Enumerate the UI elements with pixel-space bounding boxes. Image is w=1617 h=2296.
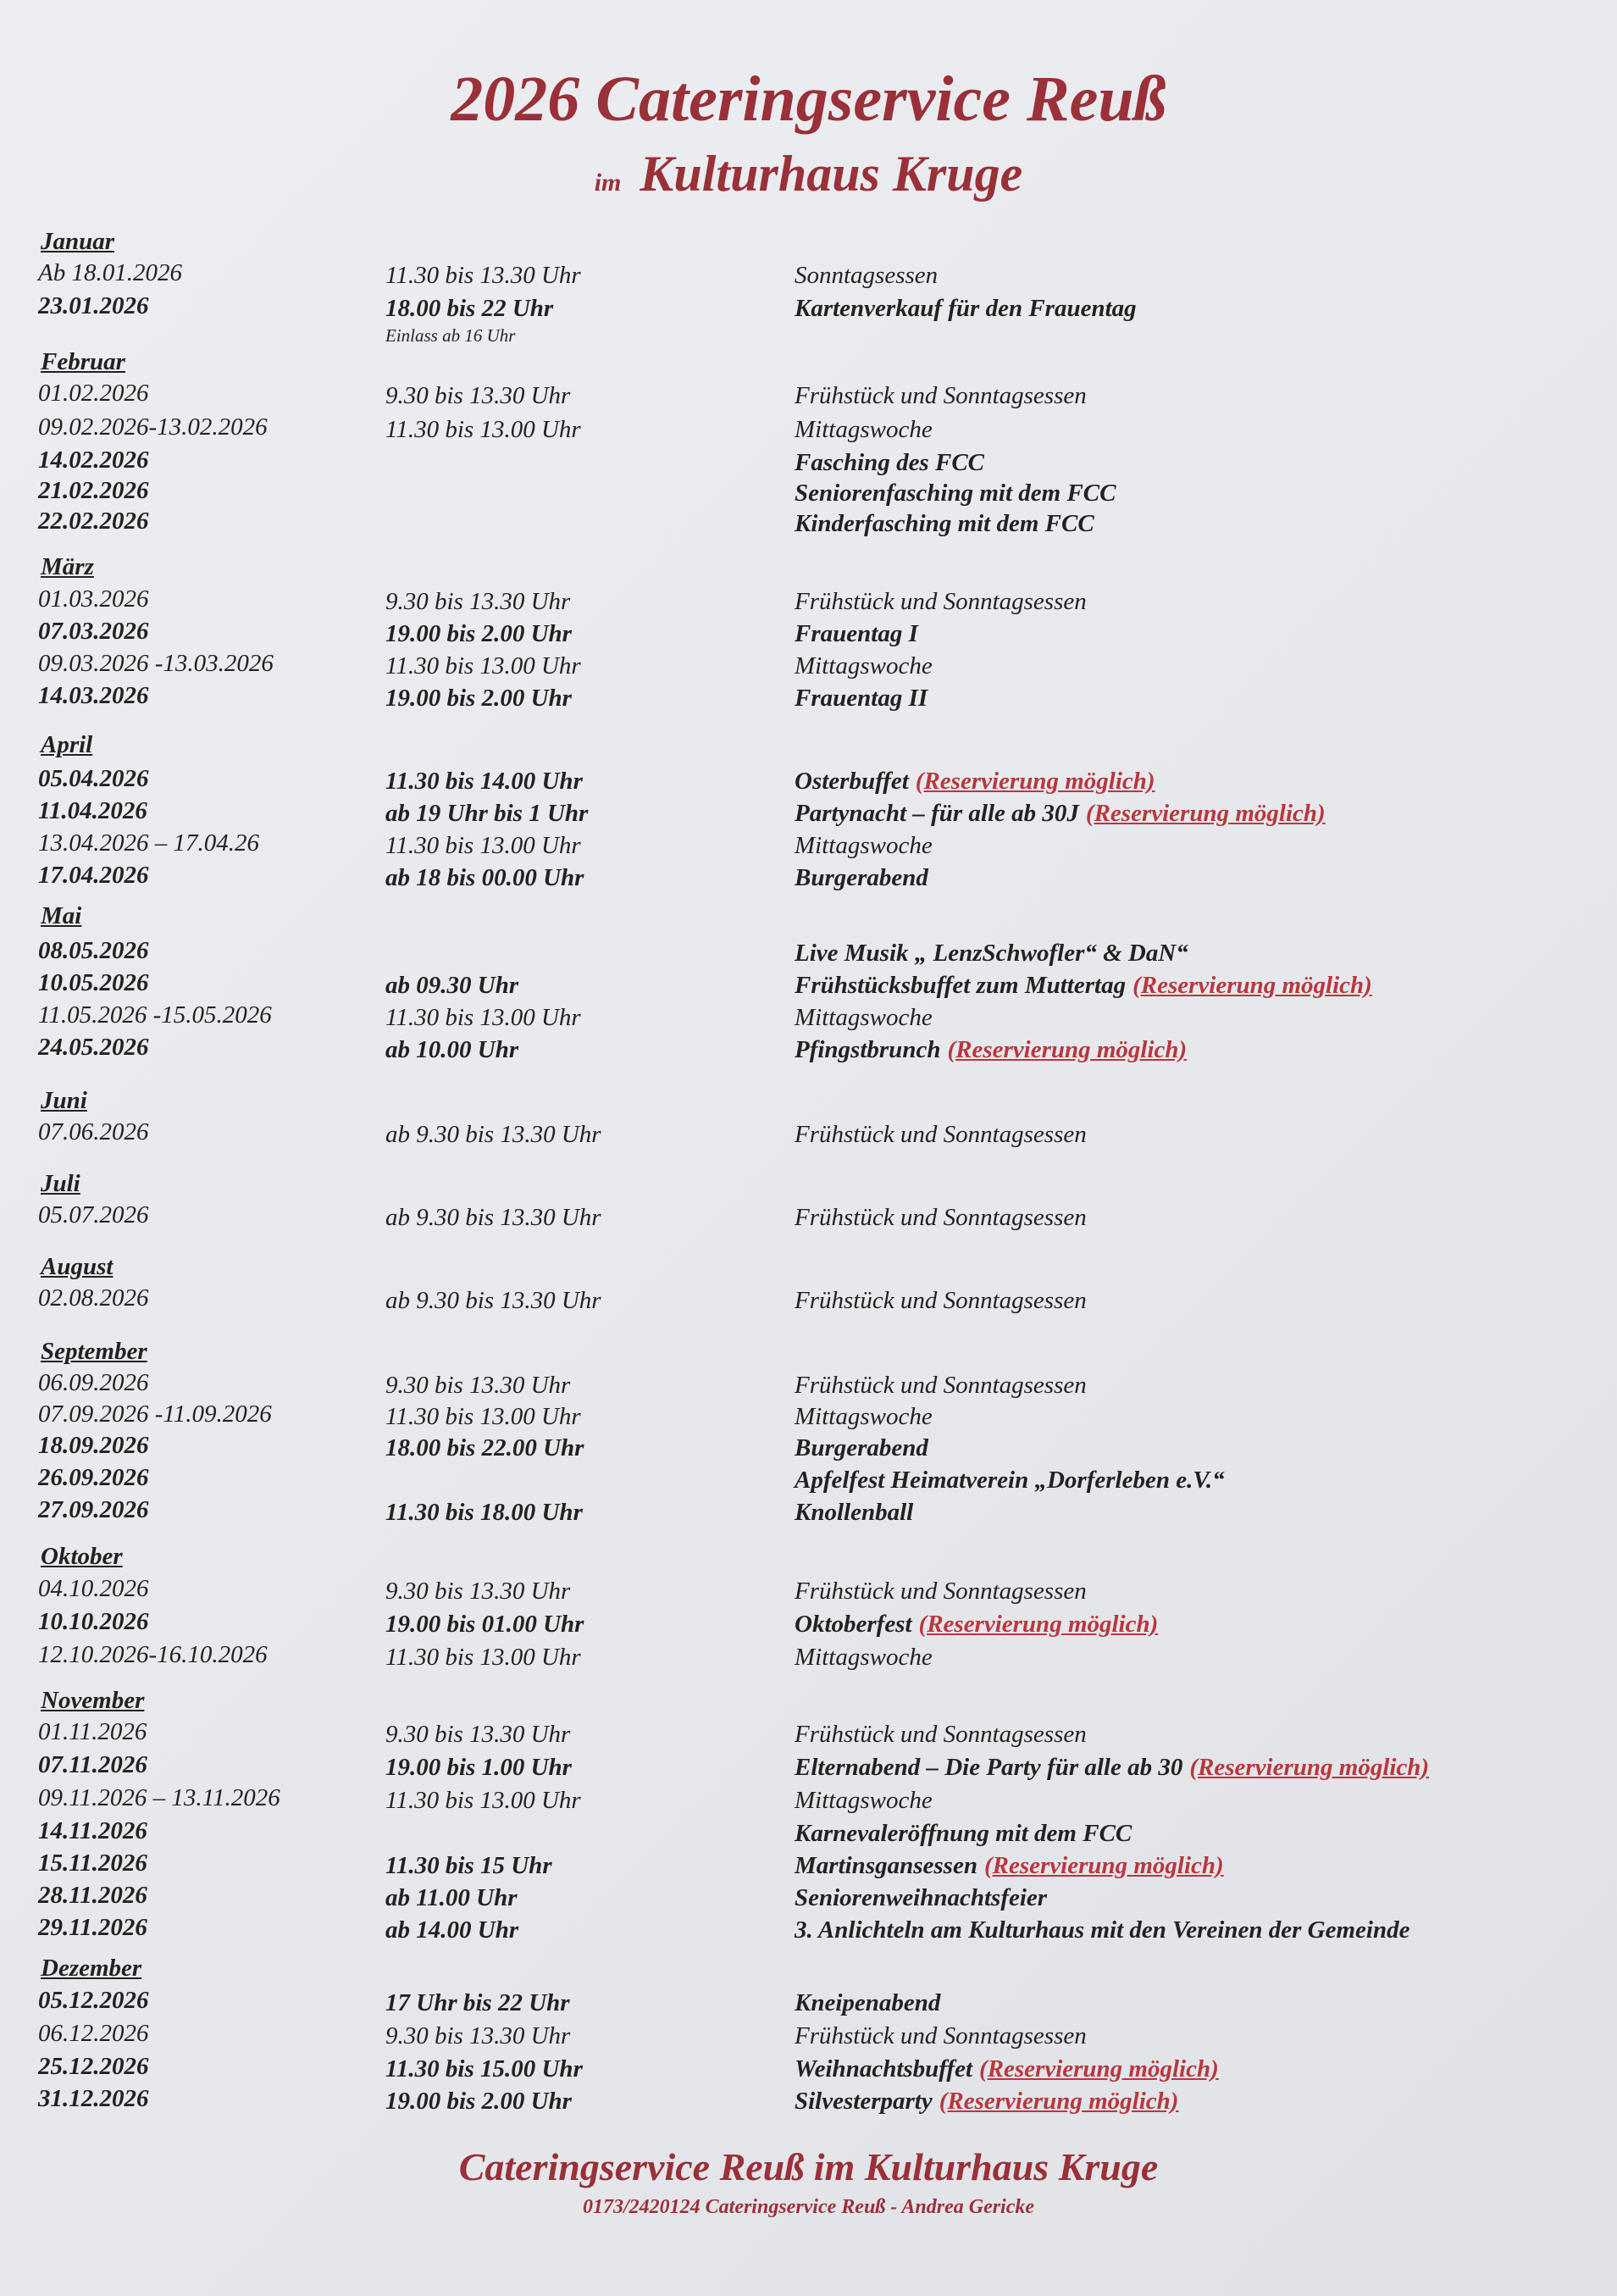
event-date: 22.02.2026 [38, 507, 149, 535]
month-heading: Mai [41, 902, 82, 929]
event-title: Weihnachtsbuffet [795, 2055, 973, 2082]
event-row [0, 413, 1617, 443]
reservation-link[interactable]: (Reservierung möglich) [939, 2088, 1179, 2115]
event-row [0, 2052, 1617, 2082]
event-time: 19.00 bis 2.00 Uhr [385, 685, 572, 712]
event-title: Frühstück und Sonntagsessen [795, 588, 1087, 615]
event-time: ab 9.30 bis 13.30 Uhr [385, 1121, 601, 1148]
event-description [795, 1851, 1599, 1880]
event-description [795, 2021, 1599, 2050]
event-title: Mittagswoche [795, 1644, 933, 1671]
event-date: 27.09.2026 [38, 1496, 149, 1523]
event-time: 19.00 bis 2.00 Uhr [385, 2088, 572, 2115]
event-description [795, 381, 1599, 410]
reservation-link[interactable]: (Reservierung möglich) [918, 1611, 1159, 1638]
event-row [0, 936, 1617, 967]
month-heading: November [41, 1687, 145, 1714]
month-heading: Februar [41, 348, 125, 375]
reservation-link[interactable]: (Reservierung möglich) [979, 2055, 1219, 2082]
subtitle-prefix: im [594, 169, 622, 197]
event-time: 17 Uhr bis 22 Uhr [385, 1989, 570, 2016]
event-date: 31.12.2026 [38, 2085, 149, 2112]
event-title: Mittagswoche [795, 832, 933, 859]
event-description [795, 652, 1599, 680]
event-description [795, 1286, 1599, 1315]
event-description [795, 1498, 1599, 1527]
event-time: 11.30 bis 13.00 Uhr [385, 1004, 581, 1031]
event-time: 11.30 bis 13.00 Uhr [385, 832, 581, 859]
month-heading: März [41, 553, 94, 580]
event-title: Frühstück und Sonntagsessen [795, 1372, 1087, 1399]
event-time: ab 9.30 bis 13.30 Uhr [385, 1287, 601, 1314]
event-description [795, 1786, 1599, 1815]
event-title: Frühstücksbuffet zum Muttertag [795, 972, 1127, 999]
event-time: 9.30 bis 13.30 Uhr [385, 1721, 571, 1748]
event-title: Kinderfasching mit dem FCC [795, 510, 1094, 537]
event-row [0, 1368, 1617, 1399]
event-date: 13.04.2026 – 17.04.26 [38, 829, 259, 857]
event-date: 04.10.2026 [38, 1575, 149, 1602]
event-row [0, 2019, 1617, 2049]
event-row [0, 1463, 1617, 1494]
event-date: 09.03.2026 -13.03.2026 [38, 650, 274, 677]
event-title: Mittagswoche [795, 416, 933, 443]
event-time: 11.30 bis 15.00 Uhr [385, 2055, 583, 2082]
event-description [795, 587, 1599, 616]
event-time: 11.30 bis 15 Uhr [385, 1852, 552, 1879]
month-heading: Dezember [41, 1955, 142, 1982]
footer-title: Cateringservice Reuß im Kulturhaus Kruge [458, 2145, 1159, 2188]
event-title: Martinsgansessen [795, 1852, 977, 1879]
event-description [795, 767, 1599, 796]
event-row [0, 1607, 1617, 1638]
event-row [0, 1640, 1617, 1671]
event-title: Karnevaleröffnung mit dem FCC [795, 1820, 1132, 1847]
event-description [795, 1577, 1599, 1606]
event-row [0, 649, 1617, 679]
event-description [795, 1203, 1599, 1232]
event-description [795, 448, 1599, 477]
event-row [0, 1816, 1617, 1847]
event-description [795, 1643, 1599, 1672]
event-title: Mittagswoche [795, 652, 933, 679]
event-title: Seniorenfasching mit dem FCC [795, 480, 1116, 507]
event-date: 12.10.2026-16.10.2026 [38, 1641, 268, 1668]
event-row [0, 1849, 1617, 1879]
event-title: Frühstück und Sonntagsessen [795, 2022, 1087, 2049]
reservation-link[interactable]: (Reservierung möglich) [947, 1036, 1188, 1063]
event-row [0, 1783, 1617, 1814]
event-title: Sonntagsessen [795, 262, 939, 289]
venue-name: Kulturhaus Kruge [640, 146, 1023, 202]
event-time: ab 18 bis 00.00 Uhr [385, 864, 584, 891]
event-date: 23.01.2026 [38, 292, 149, 319]
event-time: ab 9.30 bis 13.30 Uhr [385, 1204, 601, 1231]
event-time: 9.30 bis 13.30 Uhr [385, 1578, 571, 1605]
event-description [795, 1988, 1599, 2017]
event-date: 07.11.2026 [38, 1751, 147, 1778]
event-time: 18.00 bis 22.00 Uhr [385, 1434, 584, 1461]
event-description [795, 1402, 1599, 1431]
reservation-link[interactable]: (Reservierung möglich) [983, 1852, 1224, 1879]
event-description [795, 1003, 1599, 1032]
event-row [0, 2084, 1617, 2115]
event-description [795, 1753, 1599, 1782]
event-date: 21.02.2026 [38, 477, 149, 504]
event-title: Fasching des FCC [795, 449, 984, 476]
event-row [0, 585, 1617, 615]
event-description [795, 294, 1599, 323]
event-date: 05.07.2026 [38, 1201, 149, 1228]
event-title: Frühstück und Sonntagsessen [795, 1204, 1087, 1231]
event-description [795, 415, 1599, 444]
event-title: Oktoberfest [795, 1611, 912, 1638]
event-time: 9.30 bis 13.30 Uhr [385, 588, 571, 615]
event-date: 17.04.2026 [38, 862, 149, 889]
event-time: 11.30 bis 13.00 Uhr [385, 652, 581, 679]
event-title: Frühstück und Sonntagsessen [795, 1721, 1087, 1748]
event-time: 9.30 bis 13.30 Uhr [385, 382, 571, 409]
event-date: 06.09.2026 [38, 1369, 149, 1396]
event-row [0, 1750, 1617, 1781]
event-row [0, 968, 1617, 999]
event-description [795, 1819, 1599, 1848]
event-row [0, 258, 1617, 289]
event-description [795, 479, 1599, 507]
event-time: ab 14.00 Uhr [385, 1916, 519, 1944]
event-title: Elternabend – Die Party für alle ab 30 [795, 1754, 1183, 1781]
event-title: Mittagswoche [795, 1403, 933, 1430]
reservation-link[interactable]: (Reservierung möglich) [1132, 972, 1372, 999]
event-date: 14.03.2026 [38, 682, 149, 709]
event-title: Kartenverkauf für den Frauentag [795, 295, 1137, 322]
event-title: Knollenball [795, 1499, 914, 1526]
event-date: 14.02.2026 [38, 446, 149, 474]
event-date: 07.09.2026 -11.09.2026 [38, 1400, 272, 1428]
event-description [795, 1035, 1599, 1064]
event-time: 19.00 bis 01.00 Uhr [385, 1611, 584, 1638]
event-row [0, 796, 1617, 827]
event-date: 15.11.2026 [38, 1850, 147, 1877]
event-title: Frühstück und Sonntagsessen [795, 1578, 1087, 1605]
event-description [795, 2055, 1599, 2083]
event-time: 11.30 bis 13.00 Uhr [385, 1644, 581, 1671]
month-heading: August [41, 1253, 114, 1280]
event-description [795, 1610, 1599, 1639]
event-description [795, 2087, 1599, 2116]
event-time: 9.30 bis 13.30 Uhr [385, 2022, 571, 2049]
event-title: Burgerabend [795, 864, 928, 891]
event-title: Seniorenweihnachtsfeier [795, 1884, 1048, 1911]
event-description [795, 939, 1599, 968]
event-date: 24.05.2026 [38, 1034, 149, 1061]
event-date: 09.11.2026 – 13.11.2026 [38, 1784, 280, 1811]
event-title: Frühstück und Sonntagsessen [795, 1121, 1087, 1148]
event-description [795, 1371, 1599, 1400]
event-title: Kneipenabend [795, 1989, 941, 2016]
event-row [0, 1881, 1617, 1911]
event-note: Einlass ab 16 Uhr [385, 325, 516, 346]
event-row [0, 1913, 1617, 1944]
event-description [795, 831, 1599, 860]
event-description [795, 1434, 1599, 1462]
event-date: 29.11.2026 [38, 1914, 147, 1941]
event-date: 06.12.2026 [38, 2020, 149, 2047]
event-row [0, 1033, 1617, 1063]
event-row [0, 861, 1617, 891]
event-title: Mittagswoche [795, 1787, 933, 1814]
month-heading: April [41, 731, 93, 758]
event-date: 18.09.2026 [38, 1432, 149, 1459]
event-row [0, 291, 1617, 346]
month-heading: Oktober [41, 1543, 123, 1570]
event-date: 01.02.2026 [38, 380, 149, 407]
event-description [795, 1916, 1599, 1944]
event-title: Mittagswoche [795, 1004, 933, 1031]
event-title: Frauentag I [795, 620, 918, 647]
event-row [0, 1001, 1617, 1031]
event-row [0, 379, 1617, 409]
event-row [0, 829, 1617, 859]
event-date: 28.11.2026 [38, 1882, 147, 1909]
event-row [0, 1117, 1617, 1148]
event-title: Partynacht – für alle ab 30J [795, 800, 1079, 827]
event-row [0, 1574, 1617, 1605]
event-date: 25.12.2026 [38, 2053, 149, 2080]
event-time: 11.30 bis 13.00 Uhr [385, 1787, 581, 1814]
event-row [0, 1400, 1617, 1430]
event-row [0, 1431, 1617, 1461]
event-date: 05.04.2026 [38, 765, 149, 792]
event-description [795, 1720, 1599, 1749]
event-time: ab 19 Uhr bis 1 Uhr [385, 800, 589, 827]
event-time: ab 11.00 Uhr [385, 1884, 518, 1911]
event-time: ab 10.00 Uhr [385, 1036, 519, 1063]
reservation-link[interactable]: (Reservierung möglich) [1085, 800, 1326, 827]
reservation-link[interactable]: (Reservierung möglich) [915, 768, 1155, 795]
event-description [795, 1120, 1599, 1149]
footer-contact: 0173/2420124 Cateringservice Reuß - Andrea Gericke [582, 2196, 1035, 2218]
event-date: 10.05.2026 [38, 969, 149, 996]
event-date: 10.10.2026 [38, 1608, 149, 1635]
event-time: 11.30 bis 13.00 Uhr [385, 1403, 581, 1430]
page-title: 2026 Cateringservice Reuß [451, 64, 1166, 135]
event-title: Live Musik „ LenzSchwofler“ & DaN“ [795, 940, 1188, 967]
event-title: Frauentag II [795, 685, 928, 712]
event-time: 11.30 bis 13.30 Uhr [385, 262, 581, 289]
event-time: 11.30 bis 14.00 Uhr [385, 768, 583, 795]
event-title: Osterbuffet [795, 768, 909, 795]
event-date: 02.08.2026 [38, 1284, 149, 1312]
event-row [0, 476, 1617, 507]
event-description [795, 971, 1599, 1000]
event-date: 11.05.2026 -15.05.2026 [38, 1001, 272, 1029]
event-description [795, 1466, 1599, 1495]
event-time: 18.00 bis 22 Uhr [385, 295, 554, 322]
reservation-link[interactable]: (Reservierung möglich) [1189, 1754, 1430, 1781]
event-date: 01.11.2026 [38, 1718, 147, 1745]
event-row [0, 446, 1617, 476]
event-date: Ab 18.01.2026 [38, 259, 182, 286]
event-title: Silvesterparty [795, 2088, 933, 2115]
event-date: 07.06.2026 [38, 1118, 149, 1145]
event-time: 9.30 bis 13.30 Uhr [385, 1372, 571, 1399]
event-row [0, 1201, 1617, 1231]
event-title: Frühstück und Sonntagsessen [795, 1287, 1087, 1314]
event-row [0, 1284, 1617, 1314]
event-row [0, 764, 1617, 795]
event-date: 05.12.2026 [38, 1987, 149, 2014]
month-heading: September [41, 1338, 147, 1365]
event-description [795, 684, 1599, 713]
event-date: 01.03.2026 [38, 585, 149, 613]
event-description [795, 619, 1599, 648]
event-description [795, 799, 1599, 828]
event-row [0, 507, 1617, 537]
event-description [795, 1883, 1599, 1912]
event-date: 14.11.2026 [38, 1817, 147, 1844]
event-time: 11.30 bis 13.00 Uhr [385, 416, 581, 443]
event-row [0, 681, 1617, 712]
month-heading: Januar [41, 228, 115, 255]
event-title: Frühstück und Sonntagsessen [795, 382, 1087, 409]
event-date: 09.02.2026-13.02.2026 [38, 413, 268, 441]
event-date: 08.05.2026 [38, 937, 149, 964]
event-date: 26.09.2026 [38, 1464, 149, 1491]
event-date: 11.04.2026 [38, 797, 147, 824]
event-row [0, 1986, 1617, 2016]
month-heading: Juli [41, 1170, 80, 1197]
event-row [0, 617, 1617, 647]
event-time: ab 09.30 Uhr [385, 972, 519, 999]
event-description [795, 261, 1599, 290]
event-title: Pfingstbrunch [795, 1036, 941, 1063]
event-date: 07.03.2026 [38, 618, 149, 645]
month-heading: Juni [41, 1087, 87, 1114]
event-description [795, 509, 1599, 538]
event-row [0, 1717, 1617, 1748]
event-time: 19.00 bis 2.00 Uhr [385, 620, 572, 647]
event-title: Apfelfest Heimatverein „Dorferleben e.V.“ [795, 1467, 1225, 1494]
event-row [0, 1495, 1617, 1526]
event-description [795, 863, 1599, 892]
event-title: 3. Anlichteln am Kulturhaus mit den Vereinen der Gemeinde [795, 1916, 1410, 1944]
event-title: Burgerabend [795, 1434, 928, 1461]
event-time: 19.00 bis 1.00 Uhr [385, 1754, 572, 1781]
event-time: 11.30 bis 18.00 Uhr [385, 1499, 583, 1526]
